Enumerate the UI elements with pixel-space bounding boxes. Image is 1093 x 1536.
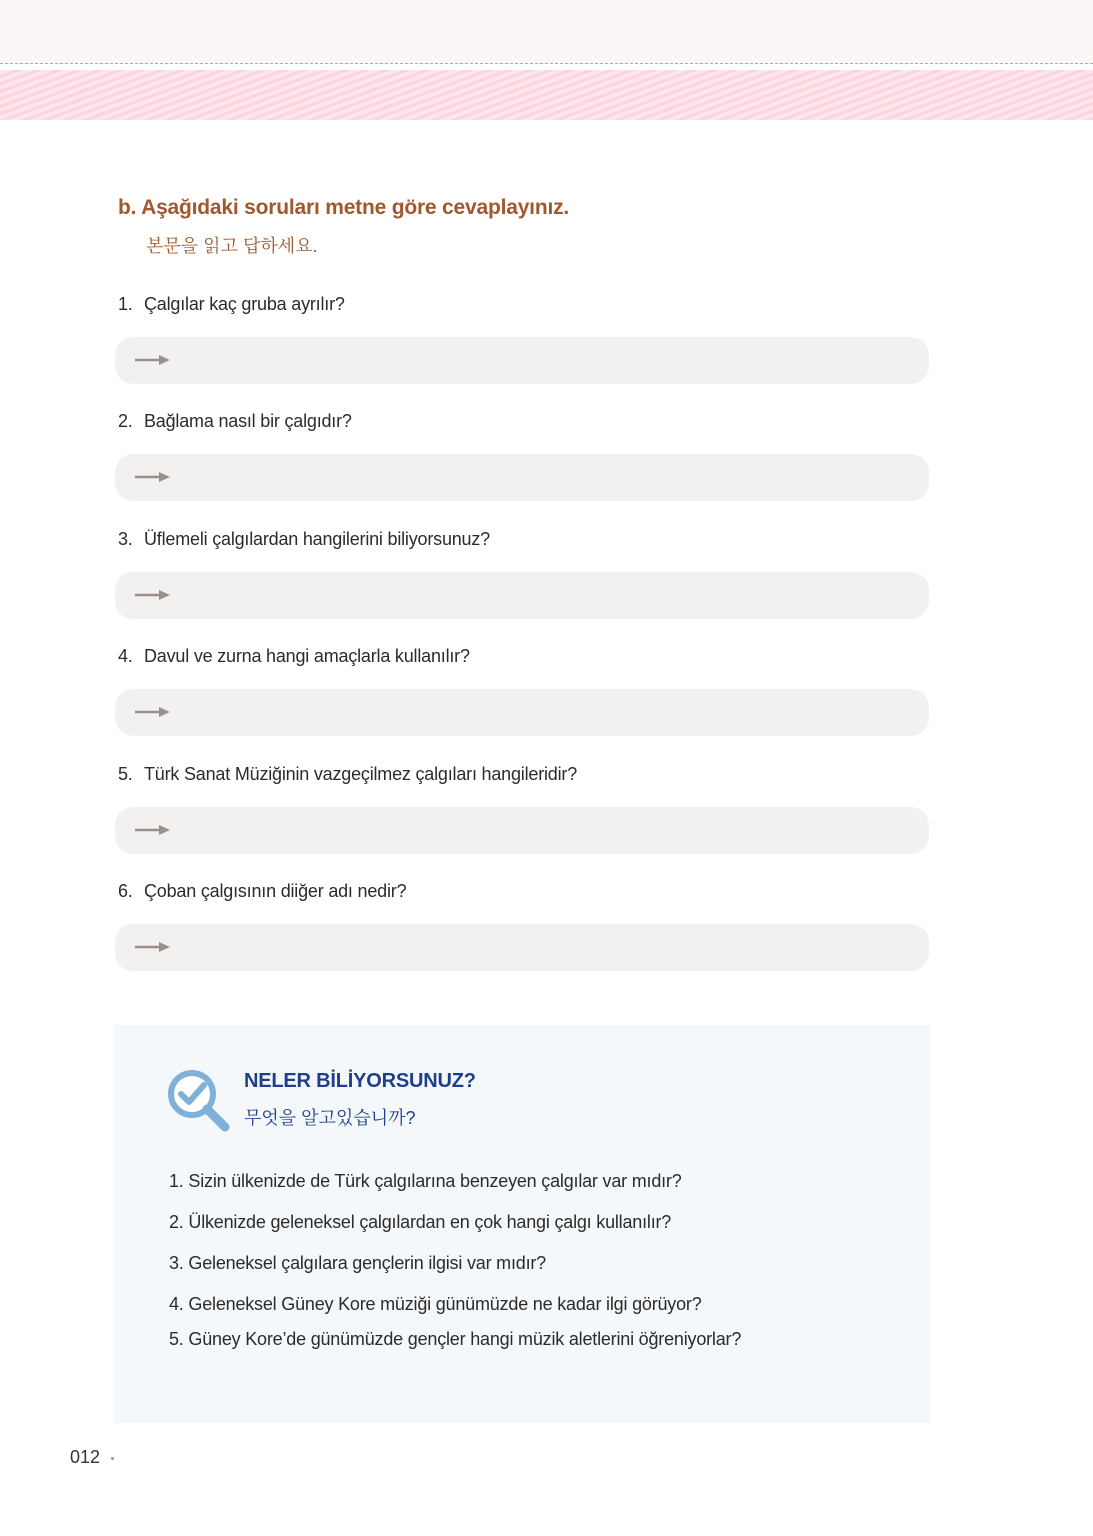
info-title: NELER BİLİYORSUNUZ? (244, 1070, 476, 1092)
question-4 (118, 646, 470, 667)
page-number-dot (111, 1457, 114, 1460)
page-number: 012 (70, 1447, 101, 1467)
answer-field-1[interactable] (115, 337, 929, 384)
question-text: Türk Sanat Müziğinin vazgeçilmez çalgıları hangileridir? (144, 764, 577, 784)
question-text: Üflemeli çalgılardan hangilerini biliyorsunuz? (144, 529, 490, 549)
answer-field-5[interactable] (115, 807, 929, 854)
magnifier-check-icon (167, 1069, 231, 1133)
question-6 (118, 881, 406, 902)
arrow-right-icon (135, 824, 171, 836)
arrow-right-icon (135, 471, 171, 483)
answer-field-2[interactable] (115, 454, 929, 501)
info-title-korean: 무엇을 알고있습니까? (244, 1108, 416, 1128)
answer-field-4[interactable] (115, 689, 929, 736)
question-number: 2. (118, 411, 133, 431)
question-number: 5. (118, 764, 133, 784)
question-number: 3. (118, 529, 133, 549)
arrow-right-icon (135, 706, 171, 718)
question-text: Çoban çalgısının diiğer adı nedir? (144, 881, 407, 901)
info-item-2: 2. Ülkenizde geleneksel çalgılardan en çok hangi çalgı kullanılır? (169, 1212, 672, 1232)
header-stripe-band (0, 70, 1093, 120)
answer-field-6[interactable] (115, 924, 929, 971)
question-2 (118, 411, 352, 432)
arrow-right-icon (135, 589, 171, 601)
section-heading-korean: 본문을 읽고 답하세요. (146, 236, 318, 256)
info-item-3: 3. Geleneksel çalgılara gençlerin ilgisi var mıdır? (169, 1253, 546, 1273)
question-3 (118, 529, 490, 550)
answer-field-3[interactable] (115, 572, 929, 619)
question-text: Davul ve zurna hangi amaçlarla kullanılır? (144, 646, 470, 666)
question-number: 1. (118, 294, 133, 314)
question-5 (118, 764, 577, 785)
header-divider (0, 63, 1093, 64)
question-1 (118, 294, 345, 315)
question-text: Bağlama nasıl bir çalgıdır? (144, 411, 352, 431)
info-item-4: 4. Geleneksel Güney Kore müziği günümüzde ne kadar ilgi görüyor? (169, 1294, 702, 1314)
header-band (0, 0, 1093, 63)
info-item-1: 1. Sizin ülkenizde de Türk çalgılarına benzeyen çalgılar var mıdır? (169, 1171, 682, 1191)
question-number: 6. (118, 881, 133, 901)
question-text: Çalgılar kaç gruba ayrılır? (144, 294, 345, 314)
arrow-right-icon (135, 354, 171, 366)
section-heading: b. Aşağıdaki soruları metne göre cevaplayınız. (118, 196, 570, 219)
arrow-right-icon (135, 941, 171, 953)
question-number: 4. (118, 646, 133, 666)
info-item-5: 5. Güney Kore’de günümüzde gençler hangi müzik aletlerini öğreniyorlar? (169, 1329, 742, 1349)
